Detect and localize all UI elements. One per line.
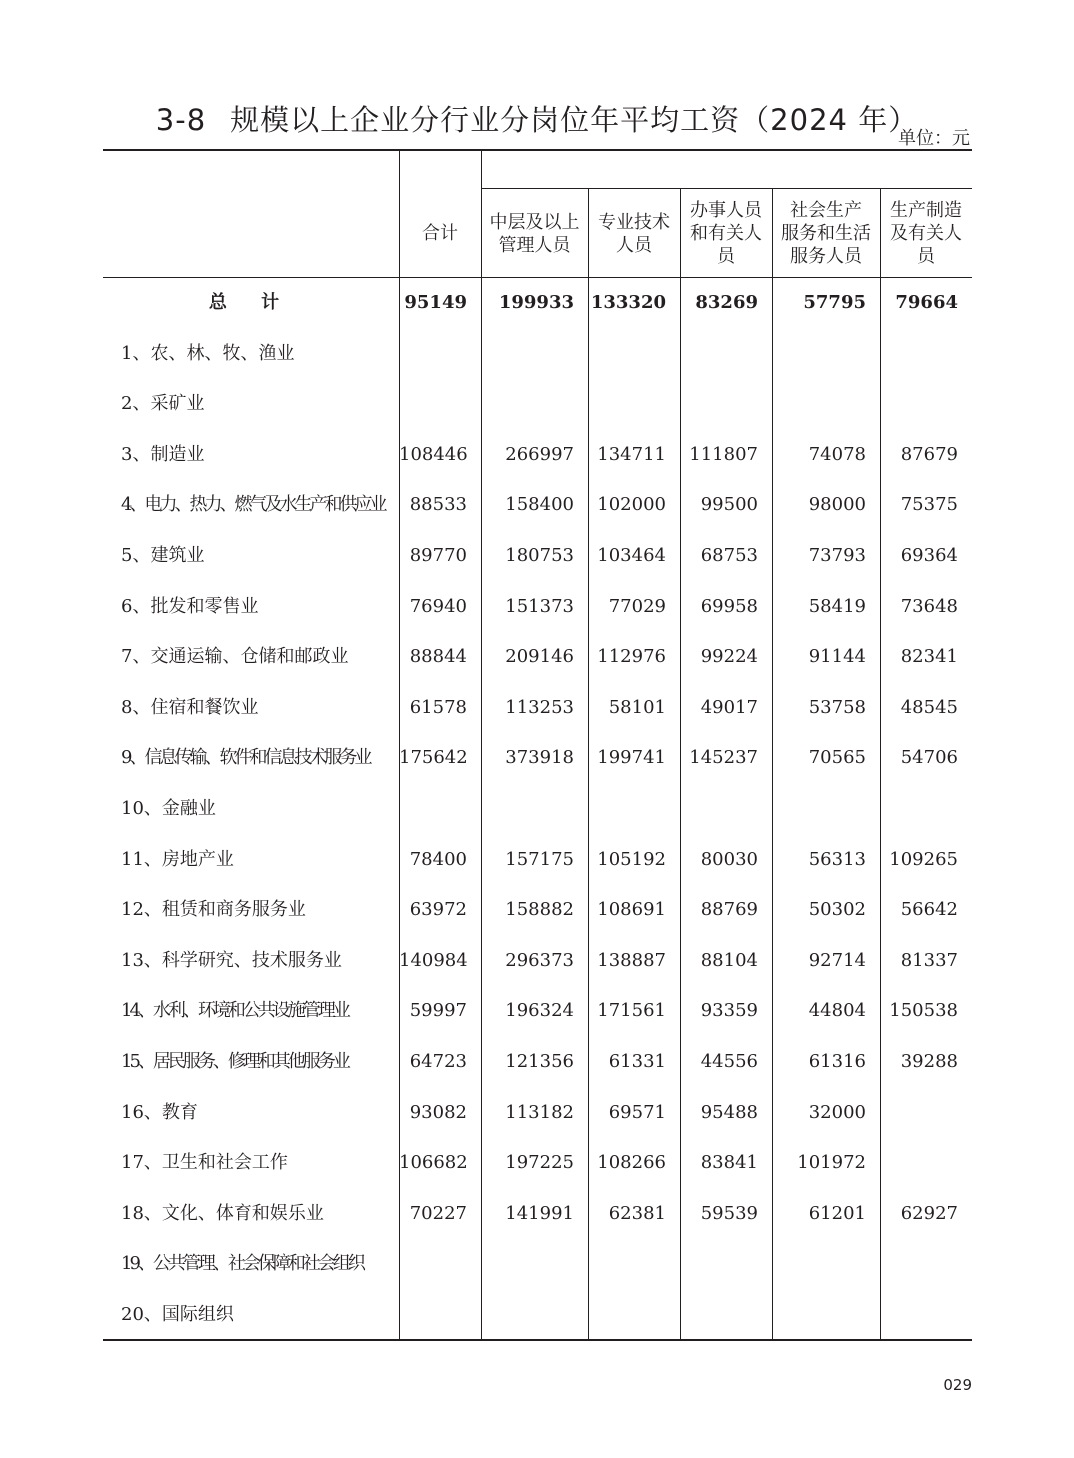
row-label: 16、教育 [121, 1101, 198, 1123]
table-cell: 99500 [700, 494, 758, 516]
table-cell: 111807 [689, 443, 758, 465]
table-cell: 56642 [900, 899, 958, 921]
table-cell: 101972 [797, 1152, 866, 1174]
table-cell: 70565 [808, 747, 866, 769]
row-label: 19、公共管理、社会保障和社会组织 [121, 1253, 363, 1275]
table-cell: 209146 [505, 646, 574, 668]
table-cell: 140984 [399, 949, 468, 971]
table-row [103, 986, 972, 1037]
page-number: 029 [943, 1376, 972, 1394]
table-cell: 196324 [505, 1000, 574, 1022]
table-cell: 151373 [505, 595, 574, 617]
table-cell: 48545 [900, 696, 958, 718]
table-cell: 105192 [597, 848, 666, 870]
table-cell: 106682 [399, 1152, 468, 1174]
table-cell: 64723 [409, 1051, 467, 1072]
header-sub-rule [481, 188, 972, 189]
table-cell: 141991 [505, 1202, 574, 1224]
table-cell: 197225 [505, 1152, 574, 1174]
table-cell: 88533 [409, 494, 467, 516]
table-cell: 296373 [505, 949, 574, 971]
table-title: 规模以上企业分行业分岗位年平均工资（2024 年） [230, 103, 919, 137]
table-cell: 171561 [597, 1000, 666, 1022]
table-row [103, 784, 972, 835]
column-header: 社会生产 服务和生活 服务人员 [781, 200, 871, 267]
table-cell: 73793 [808, 545, 866, 566]
table-cell: 63972 [409, 899, 467, 921]
row-label: 9、信息传输、软件和信息技术服务业 [121, 747, 370, 769]
table-cell: 80030 [700, 848, 758, 870]
table-cell: 103464 [597, 545, 666, 566]
table-row [103, 1290, 972, 1341]
table-cell: 77029 [608, 595, 666, 617]
table-cell: 69364 [900, 545, 958, 566]
table-cell: 44804 [808, 1000, 866, 1022]
table-cell: 93082 [409, 1101, 467, 1123]
table-cell: 158400 [505, 494, 574, 516]
table-row [103, 329, 972, 380]
table-cell: 113182 [505, 1101, 574, 1123]
table-cell: 70227 [409, 1202, 467, 1224]
row-label: 5、建筑业 [121, 545, 205, 566]
table-cell: 83841 [700, 1152, 758, 1174]
table-cell: 95488 [700, 1101, 758, 1123]
table-cell: 69958 [700, 595, 758, 617]
row-label: 7、交通运输、仓储和邮政业 [121, 646, 349, 668]
table-cell: 61331 [608, 1051, 666, 1072]
table-cell: 87679 [900, 443, 958, 465]
row-label: 17、卫生和社会工作 [121, 1152, 288, 1174]
row-label: 6、批发和零售业 [121, 595, 259, 617]
table-cell: 82341 [900, 646, 958, 668]
table-row [103, 1189, 972, 1240]
table-row [103, 1239, 972, 1290]
row-label: 20、国际组织 [121, 1304, 234, 1325]
table-cell: 89770 [409, 545, 467, 566]
table-cell: 133320 [590, 292, 666, 313]
unit-label: 单位：元 [898, 128, 970, 149]
table-cell: 73648 [900, 595, 958, 617]
table-row [103, 936, 972, 987]
table-cell: 134711 [597, 443, 666, 465]
table-cell: 44556 [700, 1051, 758, 1072]
top-rule [103, 149, 972, 151]
table-cell: 68753 [700, 545, 758, 566]
table-cell: 53758 [808, 696, 866, 718]
row-label: 12、租赁和商务服务业 [121, 899, 306, 921]
table-cell: 62381 [608, 1202, 666, 1224]
table-row [103, 632, 972, 683]
table-cell: 88769 [700, 899, 758, 921]
table-cell: 61578 [409, 696, 467, 718]
column-header: 合计 [422, 223, 458, 244]
table-cell: 199933 [498, 292, 574, 313]
table-cell: 99224 [700, 646, 758, 668]
row-label: 8、住宿和餐饮业 [121, 696, 259, 718]
table-row [103, 480, 972, 531]
column-header: 生产制造 及有关人 员 [890, 200, 962, 267]
table-cell: 112976 [597, 646, 666, 668]
table-cell: 58101 [608, 696, 666, 718]
row-label: 13、科学研究、技术服务业 [121, 949, 342, 971]
row-label: 15、居民服务、修理和其他服务业 [121, 1051, 348, 1072]
table-cell: 113253 [505, 696, 574, 718]
table-row [103, 278, 972, 329]
table-row [103, 582, 972, 633]
table-cell: 50302 [808, 899, 866, 921]
table-cell: 92714 [808, 949, 866, 971]
table-cell: 108446 [399, 443, 468, 465]
row-label: 11、房地产业 [121, 848, 234, 870]
table-cell: 32000 [808, 1101, 866, 1123]
table-cell: 78400 [409, 848, 467, 870]
table-cell: 109265 [889, 848, 958, 870]
table-cell: 158882 [505, 899, 574, 921]
table-cell: 108691 [597, 899, 666, 921]
table-number: 3-8 [155, 103, 207, 137]
table-cell: 61316 [808, 1051, 866, 1072]
table-row [103, 430, 972, 481]
row-label: 4、电力、热力、燃气及水生产和供应业 [121, 494, 385, 516]
table-cell: 157175 [505, 848, 574, 870]
table-cell: 57795 [803, 292, 866, 313]
table-cell: 199741 [597, 747, 666, 769]
row-label: 总 计 [208, 292, 294, 313]
row-label: 2、采矿业 [121, 393, 205, 415]
table-cell: 39288 [900, 1051, 958, 1072]
table-row [103, 379, 972, 430]
table-cell: 58419 [808, 595, 866, 617]
table-cell: 102000 [597, 494, 666, 516]
table-cell: 93359 [700, 1000, 758, 1022]
table-cell: 74078 [808, 443, 866, 465]
column-header: 专业技术 人员 [598, 211, 670, 256]
row-label: 14、水利、环境和公共设施管理业 [121, 1000, 348, 1022]
table-row [103, 683, 972, 734]
table-cell: 75375 [900, 494, 958, 516]
table-cell: 175642 [399, 747, 468, 769]
table-cell: 180753 [505, 545, 574, 566]
table-cell: 266997 [505, 443, 574, 465]
table-row [103, 1088, 972, 1139]
row-label: 3、制造业 [121, 443, 205, 465]
table-cell: 98000 [808, 494, 866, 516]
table-cell: 54706 [900, 747, 958, 769]
table-row [103, 835, 972, 886]
row-label: 1、农、林、牧、渔业 [121, 342, 295, 364]
table-cell: 83269 [695, 292, 758, 313]
table-cell: 62927 [900, 1202, 958, 1224]
table-cell: 56313 [808, 848, 866, 870]
row-label: 18、文化、体育和娱乐业 [121, 1202, 324, 1224]
table-cell: 49017 [700, 696, 758, 718]
row-label: 10、金融业 [121, 798, 216, 819]
table-cell: 95149 [404, 292, 467, 313]
table-row [103, 531, 972, 582]
table-cell: 150538 [889, 1000, 958, 1022]
table-cell: 145237 [689, 747, 758, 769]
table-cell: 138887 [597, 949, 666, 971]
table-cell: 59539 [700, 1202, 758, 1224]
table-cell: 79664 [895, 292, 958, 313]
table-cell: 121356 [505, 1051, 574, 1072]
column-header: 办事人员 和有关人 员 [690, 200, 762, 267]
table-cell: 91144 [808, 646, 866, 668]
table-cell: 59997 [409, 1000, 467, 1022]
table-cell: 81337 [900, 949, 958, 971]
table-row [103, 733, 972, 784]
table-row [103, 885, 972, 936]
table-row [103, 1138, 972, 1189]
table-cell: 108266 [597, 1152, 666, 1174]
table-row [103, 1037, 972, 1088]
table-cell: 373918 [505, 747, 574, 769]
table-cell: 61201 [808, 1202, 866, 1224]
table-cell: 88104 [700, 949, 758, 971]
column-header: 中层及以上 管理人员 [489, 211, 580, 256]
table-cell: 88844 [409, 646, 467, 668]
table-cell: 69571 [608, 1101, 666, 1123]
table-cell: 76940 [409, 595, 467, 617]
